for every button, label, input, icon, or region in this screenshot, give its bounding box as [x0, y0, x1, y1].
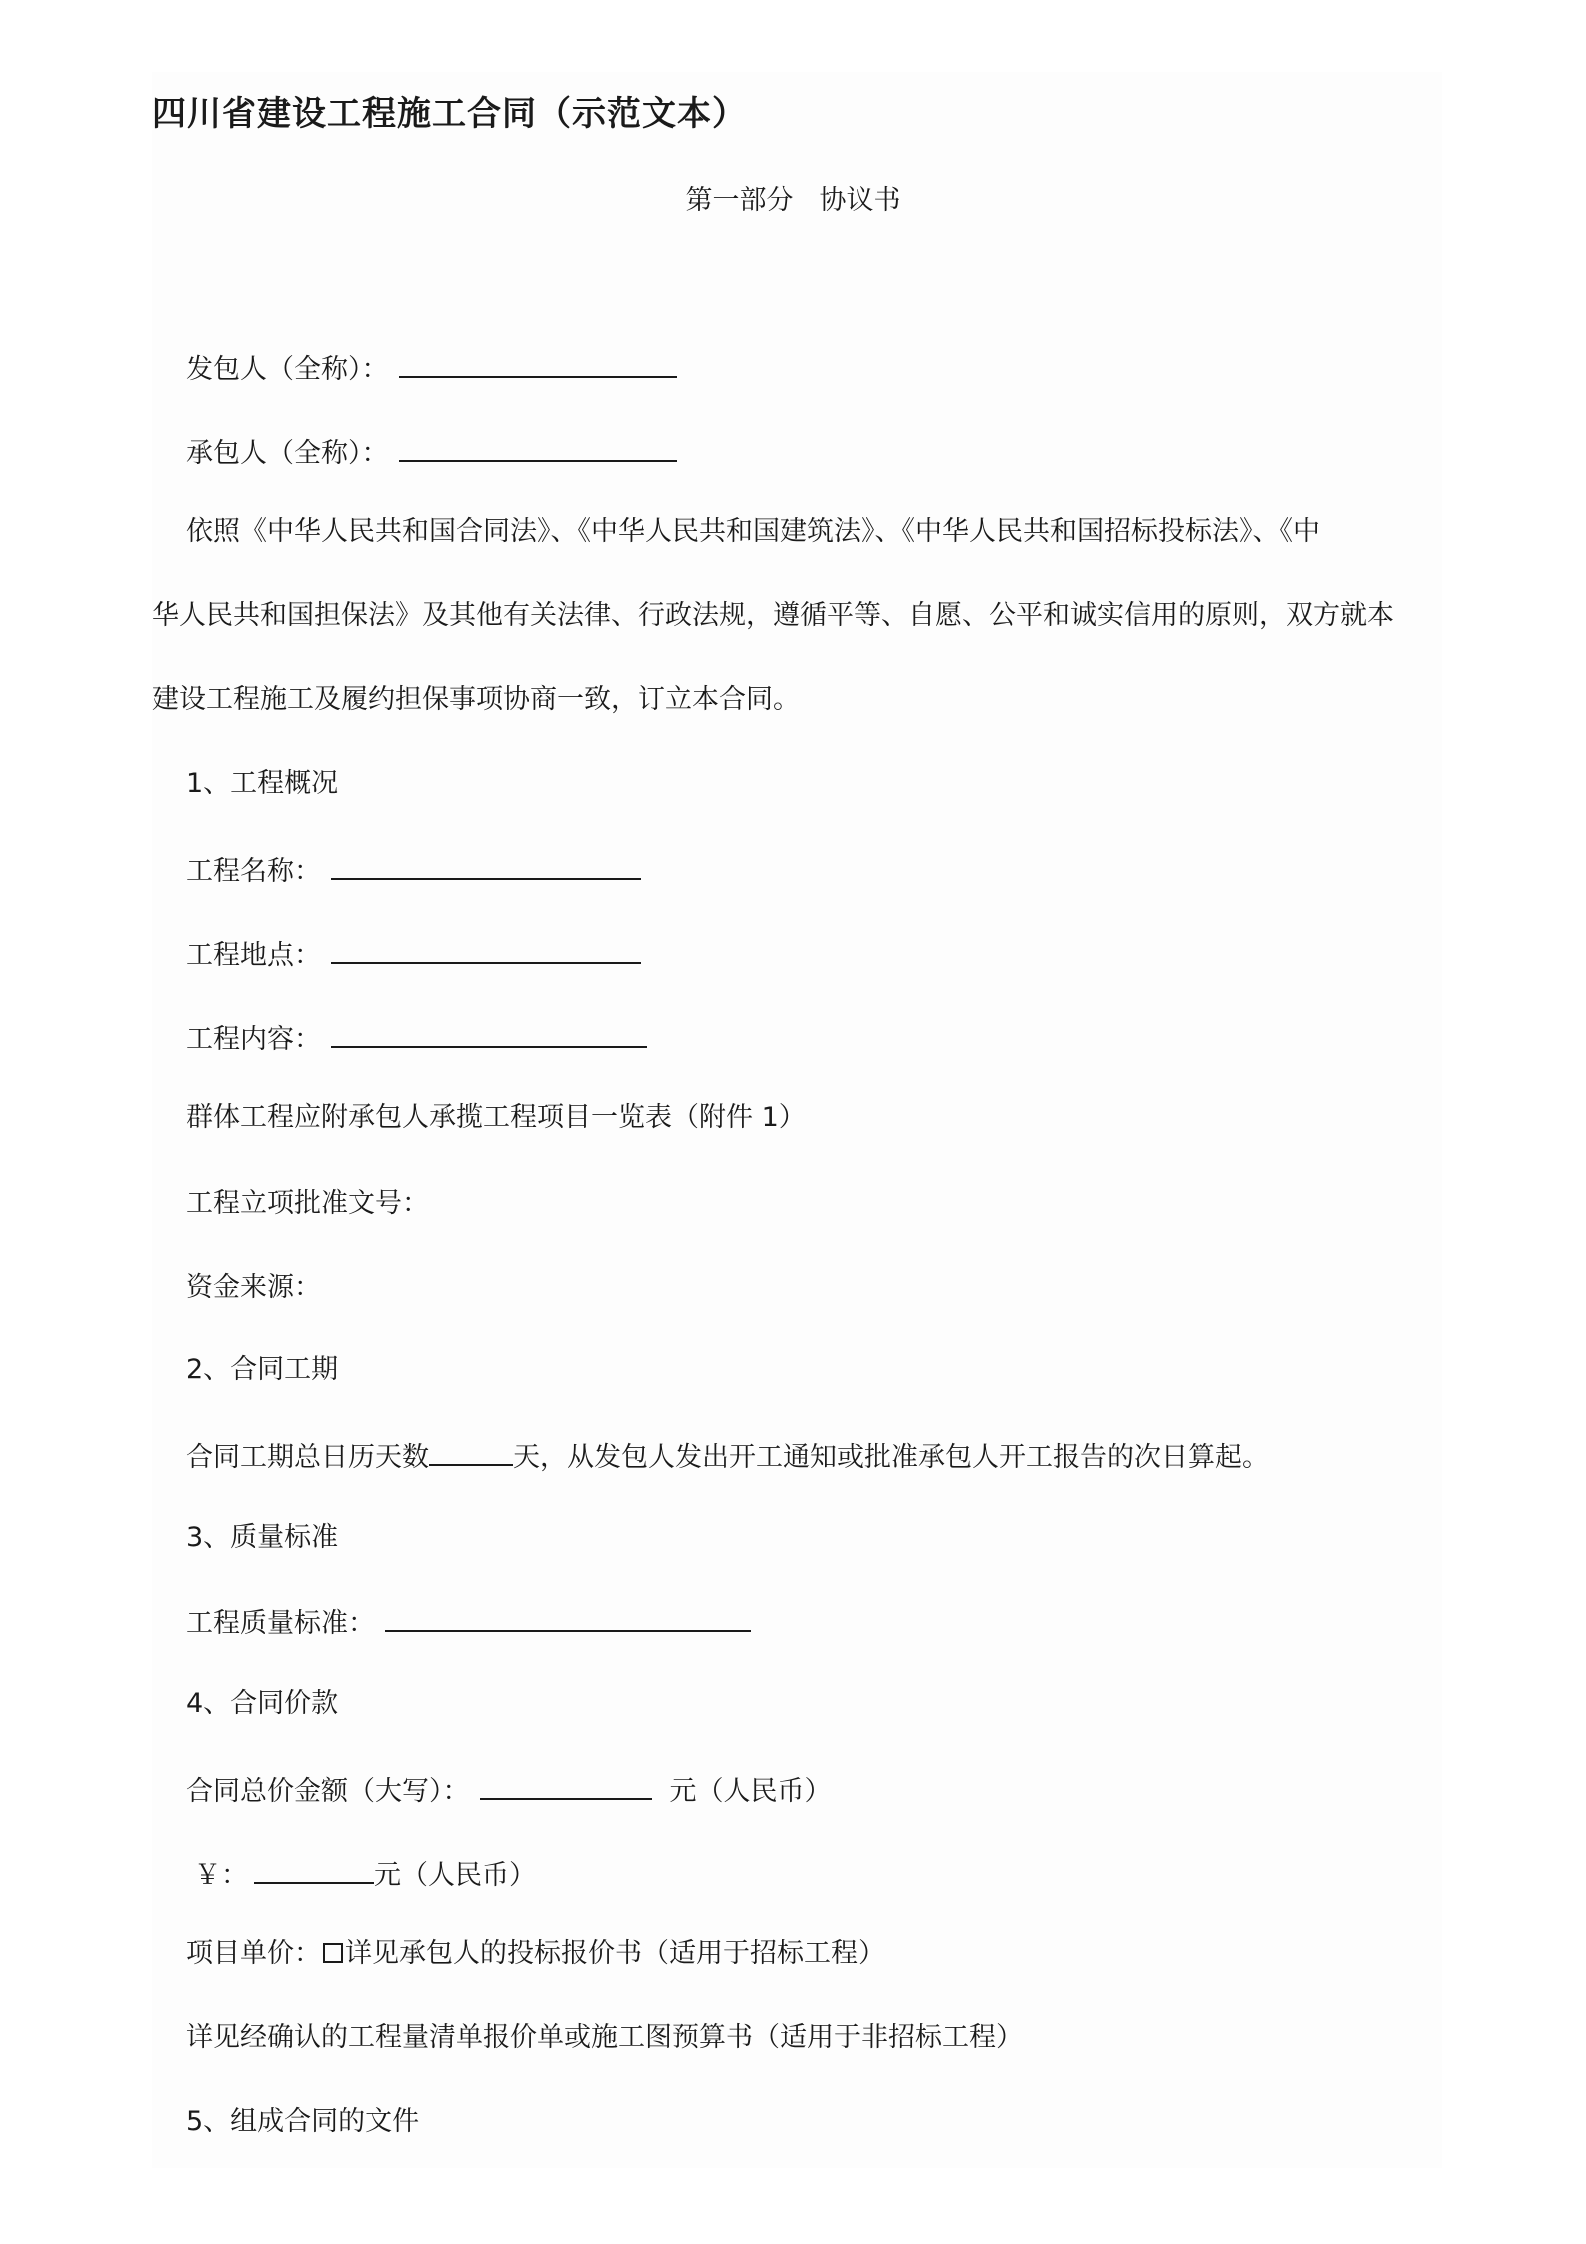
contractor-label: 承包人（全称）： — [186, 438, 389, 469]
project-name-line — [186, 850, 641, 892]
quality-standard-blank[interactable] — [385, 1602, 751, 1632]
project-location-blank[interactable] — [331, 934, 641, 964]
contract-total-blank[interactable] — [480, 1770, 652, 1800]
section5-heading: 5、组成合同的文件 — [186, 2106, 420, 2137]
contract-total-label: 合同总价金额（大写）： — [186, 1776, 470, 1807]
employer-label: 发包人（全称）： — [186, 354, 389, 385]
unit-price-option-1: 详见承包人的投标报价书（适用于招标工程） — [345, 1938, 885, 1969]
funding-source-label: 资金来源： — [186, 1272, 321, 1303]
group-project-note: 群体工程应附承包人承揽工程项目一览表（附件 1） — [186, 1102, 806, 1133]
project-content-line — [186, 1018, 647, 1060]
yen-amount-line — [194, 1854, 536, 1896]
part-title — [0, 178, 1586, 217]
contractor-line — [186, 432, 677, 474]
employer-line — [186, 348, 677, 390]
contractor-blank[interactable] — [399, 432, 677, 462]
yen-unit: 元（人民币） — [374, 1860, 536, 1891]
preamble-line-2: 华人民共和国担保法》及其他有关法律、行政法规，遵循平等、自愿、公平和诚实信用的原则，双方就本 — [152, 600, 1394, 631]
yen-label: ￥： — [194, 1860, 248, 1891]
part-title-part: 第一部分 — [685, 185, 794, 216]
project-location-label: 工程地点： — [186, 940, 321, 971]
unit-price-option-2: 详见经确认的工程量清单报价单或施工图预算书（适用于非招标工程） — [186, 2022, 1023, 2053]
section4-heading: 4、合同价款 — [186, 1688, 339, 1719]
part-title-name: 协议书 — [819, 185, 901, 216]
project-location-line — [186, 934, 641, 976]
project-name-label: 工程名称： — [186, 856, 321, 887]
section3-heading: 3、质量标准 — [186, 1522, 339, 1553]
quality-standard-label: 工程质量标准： — [186, 1608, 375, 1639]
contract-days-blank[interactable] — [429, 1436, 513, 1466]
section2-heading: 2、合同工期 — [186, 1354, 339, 1385]
preamble-line-1: 依照《中华人民共和国合同法》、《中华人民共和国建筑法》、《中华人民共和国招标投标法》、《中 — [186, 516, 1320, 547]
project-content-label: 工程内容： — [186, 1024, 321, 1055]
unit-price-label: 项目单价： — [186, 1938, 321, 1969]
yen-amount-blank[interactable] — [254, 1854, 374, 1884]
approval-number-label: 工程立项批准文号： — [186, 1188, 429, 1219]
employer-blank[interactable] — [399, 348, 677, 378]
project-content-blank[interactable] — [331, 1018, 647, 1048]
unit-price-checkbox[interactable] — [323, 1943, 343, 1963]
contract-period-suffix: 天，从发包人发出开工通知或批准承包人开工报告的次日算起。 — [513, 1442, 1269, 1473]
contract-period-line — [186, 1436, 1269, 1478]
project-name-blank[interactable] — [331, 850, 641, 880]
contract-period-prefix: 合同工期总日历天数 — [186, 1442, 429, 1473]
quality-standard-line — [186, 1602, 751, 1644]
contract-total-line — [186, 1770, 832, 1812]
contract-total-unit: 元（人民币） — [669, 1776, 832, 1807]
document-title: 四川省建设工程施工合同（示范文本） — [152, 94, 747, 134]
preamble-line-3: 建设工程施工及履约担保事项协商一致，订立本合同。 — [152, 684, 800, 715]
section1-heading: 1、工程概况 — [186, 768, 339, 799]
unit-price-line — [186, 1934, 885, 1974]
